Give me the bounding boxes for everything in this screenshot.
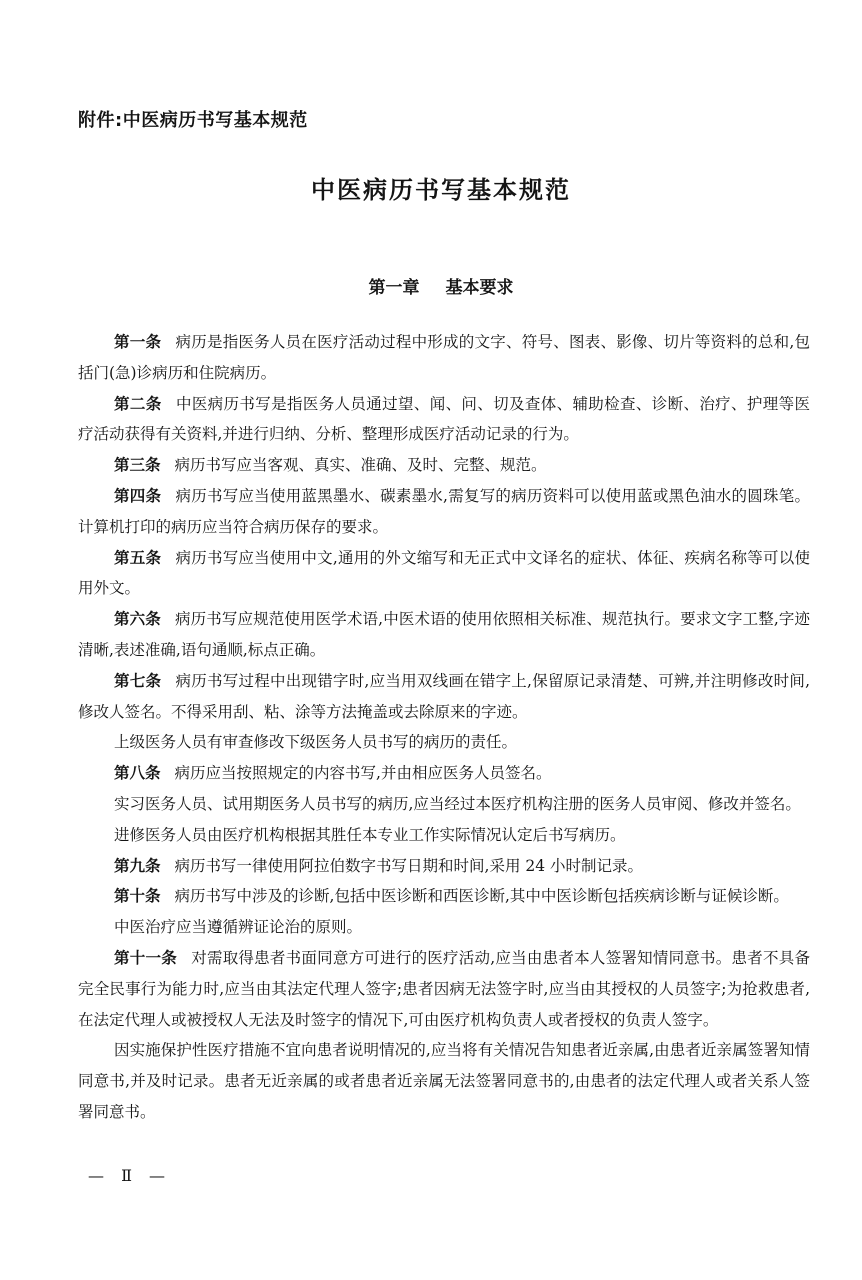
document-title: 中医病历书写基本规范	[311, 176, 571, 204]
article-label: 第六条	[114, 610, 161, 629]
paragraph	[78, 881, 810, 912]
paragraph	[78, 543, 810, 605]
paragraph-text: 进修医务人员由医疗机构根据其胜任本专业工作实际情况认定后书写病历。	[114, 825, 626, 844]
paragraph	[78, 851, 810, 882]
paragraph-text: 中医治疗应当遵循辨证论治的原则。	[114, 918, 363, 937]
paragraph	[78, 820, 810, 851]
paragraph-text: 实习医务人员、试用期医务人员书写的病历,应当经过本医疗机构注册的医务人员审阅、修改并签名。	[114, 794, 801, 813]
article-label: 第十条	[114, 887, 161, 906]
paragraph-text: 病历书写应当使用中文,通用的外文缩写和无正式中文译名的症状、体征、疾病名称等可以使用外文。	[78, 548, 810, 598]
paragraph	[78, 604, 810, 666]
chapter-heading	[0, 273, 862, 298]
paragraph-text: 病历书写过程中出现错字时,应当用双线画在错字上,保留原记录清楚、可辨,并注明修改时间,修改人签名。不得采用刮、粘、涂等方法掩盖或去除原来的字迹。	[78, 671, 810, 721]
paragraph-text: 病历书写一律使用阿拉伯数字书写日期和时间,采用 24 小时制记录。	[174, 856, 644, 875]
paragraph	[78, 389, 810, 451]
paragraph-text: 病历书写应当客观、真实、准确、及时、完整、规范。	[174, 456, 547, 475]
article-body	[78, 327, 810, 1128]
article-label: 第一条	[114, 333, 162, 351]
paragraph	[78, 943, 810, 1035]
paragraph-text: 病历应当按照规定的内容书写,并由相应医务人员签名。	[174, 764, 552, 783]
paragraph-text: 因实施保护性医疗措施不宜向患者说明情况的,应当将有关情况告知患者近亲属,由患者近亲属签署知情同意书,并及时记录。患者无近亲属的或者患者近亲属无法签署同意书的,由患者的法定代理人或者关系人签署同意书。	[78, 1041, 810, 1121]
page-number: — Ⅱ —	[88, 1166, 172, 1185]
paragraph	[78, 758, 810, 789]
paragraph-text: 中医病历书写是指医务人员通过望、闻、问、切及查体、辅助检查、诊断、治疗、护理等医疗活动获得有关资料,并进行归纳、分析、整理形成医疗活动记录的行为。	[78, 394, 810, 444]
attachment-heading: 附件:中医病历书写基本规范	[78, 110, 308, 131]
article-label: 第十一条	[114, 948, 177, 967]
paragraph-text: 病历书写中涉及的诊断,包括中医诊断和西医诊断,其中中医诊断包括疾病诊断与证候诊断。	[174, 887, 789, 906]
paragraph	[78, 327, 810, 389]
paragraph	[78, 727, 810, 758]
paragraph-text: 病历是指医务人员在医疗活动过程中形成的文字、符号、图表、影像、切片等资料的总和,包括门(急)诊病历和住院病历。	[78, 333, 810, 382]
paragraph-text: 对需取得患者书面同意方可进行的医疗活动,应当由患者本人签署知情同意书。患者不具备完全民事行为能力时,应当由其法定代理人签字;患者因病无法签字时,应当由其授权的人员签字;为抢救患者,在法定代理人或被授权人无法及时签字的情况下,可由医疗机构负责人或者授权的负责人签字。	[78, 948, 810, 1029]
paragraph	[78, 1035, 810, 1127]
article-label: 第二条	[114, 394, 162, 413]
paragraph-text: 病历书写应规范使用医学术语,中医术语的使用依照相关标准、规范执行。要求文字工整,字迹清晰,表述准确,语句通顺,标点正确。	[78, 610, 810, 659]
chapter-number: 第一章	[368, 278, 420, 298]
article-label: 第九条	[114, 856, 161, 875]
paragraph	[78, 789, 810, 820]
article-label: 第四条	[114, 486, 162, 505]
paragraph-text: 上级医务人员有审查修改下级医务人员书写的病历的责任。	[114, 733, 518, 752]
paragraph	[78, 912, 810, 943]
paragraph	[78, 481, 810, 543]
paragraph	[78, 666, 810, 728]
article-label: 第五条	[114, 548, 162, 567]
article-label: 第七条	[114, 671, 162, 690]
chapter-title: 基本要求	[445, 278, 514, 298]
paragraph-text: 病历书写应当使用蓝黑墨水、碳素墨水,需复写的病历资料可以使用蓝或黑色油水的圆珠笔。计算机打印的病历应当符合病历保存的要求。	[78, 486, 810, 536]
paragraph	[78, 450, 810, 481]
article-label: 第八条	[114, 764, 161, 783]
article-label: 第三条	[114, 456, 161, 475]
